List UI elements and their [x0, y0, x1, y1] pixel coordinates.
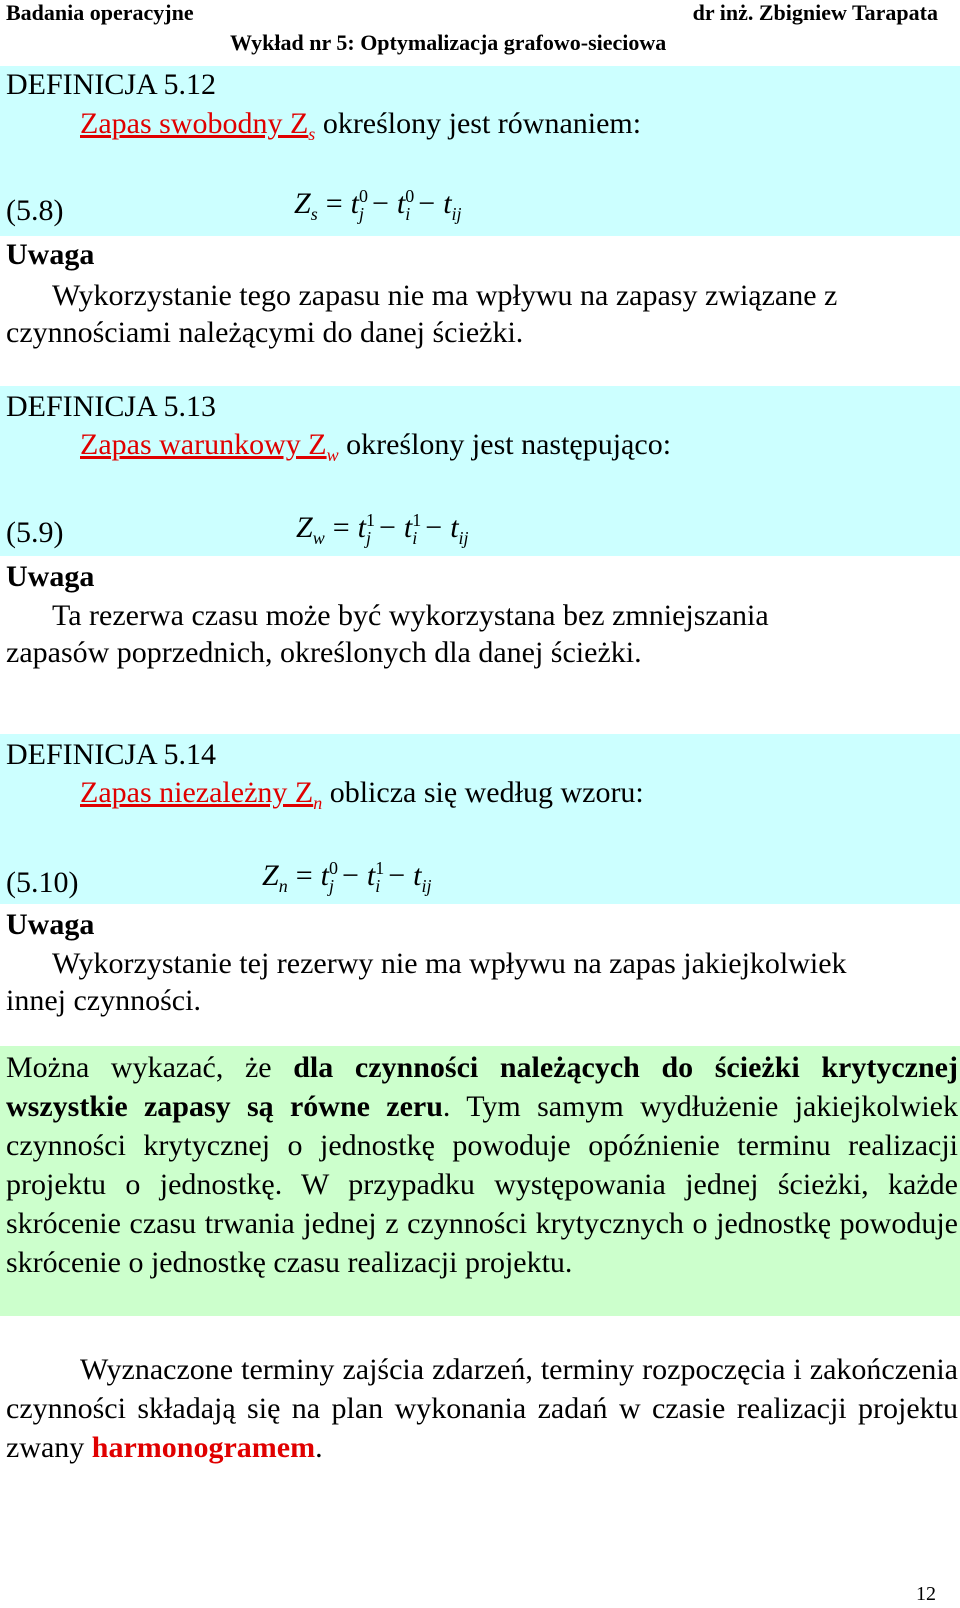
definition-title: DEFINICJA 5.14	[6, 738, 217, 771]
header-course: Badania operacyjne	[6, 0, 194, 25]
term: Zapas warunkowy $Z_w$	[80, 428, 339, 465]
definition-text: Zapas swobodny $Z_s$ określony jest równaniem:	[80, 107, 642, 144]
page-number: 12	[916, 1583, 936, 1605]
equation-number: (5.10)	[6, 866, 79, 899]
term: Zapas swobodny $Z_s$	[80, 107, 316, 144]
note-line: innej czynności.	[6, 984, 201, 1017]
formula-5-8: $Z_s = t^0_j - t^0_i - t_{ij}$	[294, 186, 462, 224]
formula-5-10: $Z_n = t^0_j - t^1_i - t_{ij}$	[262, 858, 432, 896]
term: Zapas niezależny $Z_n$	[80, 776, 323, 813]
definition-title: DEFINICJA 5.13	[6, 390, 217, 423]
formula-5-9: $Z_w = t^1_j - t^1_i - t_{ij}$	[296, 510, 469, 548]
note-line: Wykorzystanie tej rezerwy nie ma wpływu na zapas jakiejkolwiek	[52, 947, 847, 980]
harmonogram-term: harmonogramem	[91, 1431, 316, 1464]
schedule-paragraph: Wyznaczone terminy zajścia zdarzeń, terminy rozpoczęcia i zakończenia czynności składają się na plan wykonania zadań w czasie realizacji projektu zwany harmonogramem.	[6, 1353, 958, 1464]
equation-number: (5.9)	[6, 516, 64, 549]
definition-text: Zapas warunkowy $Z_w$ określony jest następująco:	[80, 428, 672, 465]
definition-text: Zapas niezależny $Z_n$ oblicza się według wzoru:	[80, 776, 644, 813]
note-title: Uwaga	[6, 560, 95, 593]
note-title: Uwaga	[6, 238, 95, 271]
critical-path-paragraph: Można wykazać, że dla czynności należących do ścieżki krytycznej wszystkie zapasy są równe zeru. Tym samym wydłużenie jakiejkolwiek czynności krytycznej o jednostkę powoduje opóźnienie terminu realizacji projektu o jednostkę. W przypadku występowania jednej ścieżki, każde skrócenie czasu trwania jednej z czynności krytycznych o jednostkę powoduje skrócenie o jednostkę czasu realizacji projektu.	[6, 1051, 958, 1279]
note-title: Uwaga	[6, 908, 95, 941]
equation-number: (5.8)	[6, 194, 64, 227]
header-lecture: Wykład nr 5: Optymalizacja grafowo-sieciowa	[230, 30, 667, 55]
definition-title: DEFINICJA 5.12	[6, 68, 217, 101]
header-author: dr inż. Zbigniew Tarapata	[692, 0, 938, 25]
note-line: Wykorzystanie tego zapasu nie ma wpływu na zapasy związane z	[52, 279, 838, 312]
note-line: zapasów poprzednich, określonych dla danej ścieżki.	[6, 636, 642, 669]
note-line: Ta rezerwa czasu może być wykorzystana bez zmniejszania	[52, 599, 769, 632]
note-line: czynnościami należącymi do danej ścieżki.	[6, 316, 524, 349]
